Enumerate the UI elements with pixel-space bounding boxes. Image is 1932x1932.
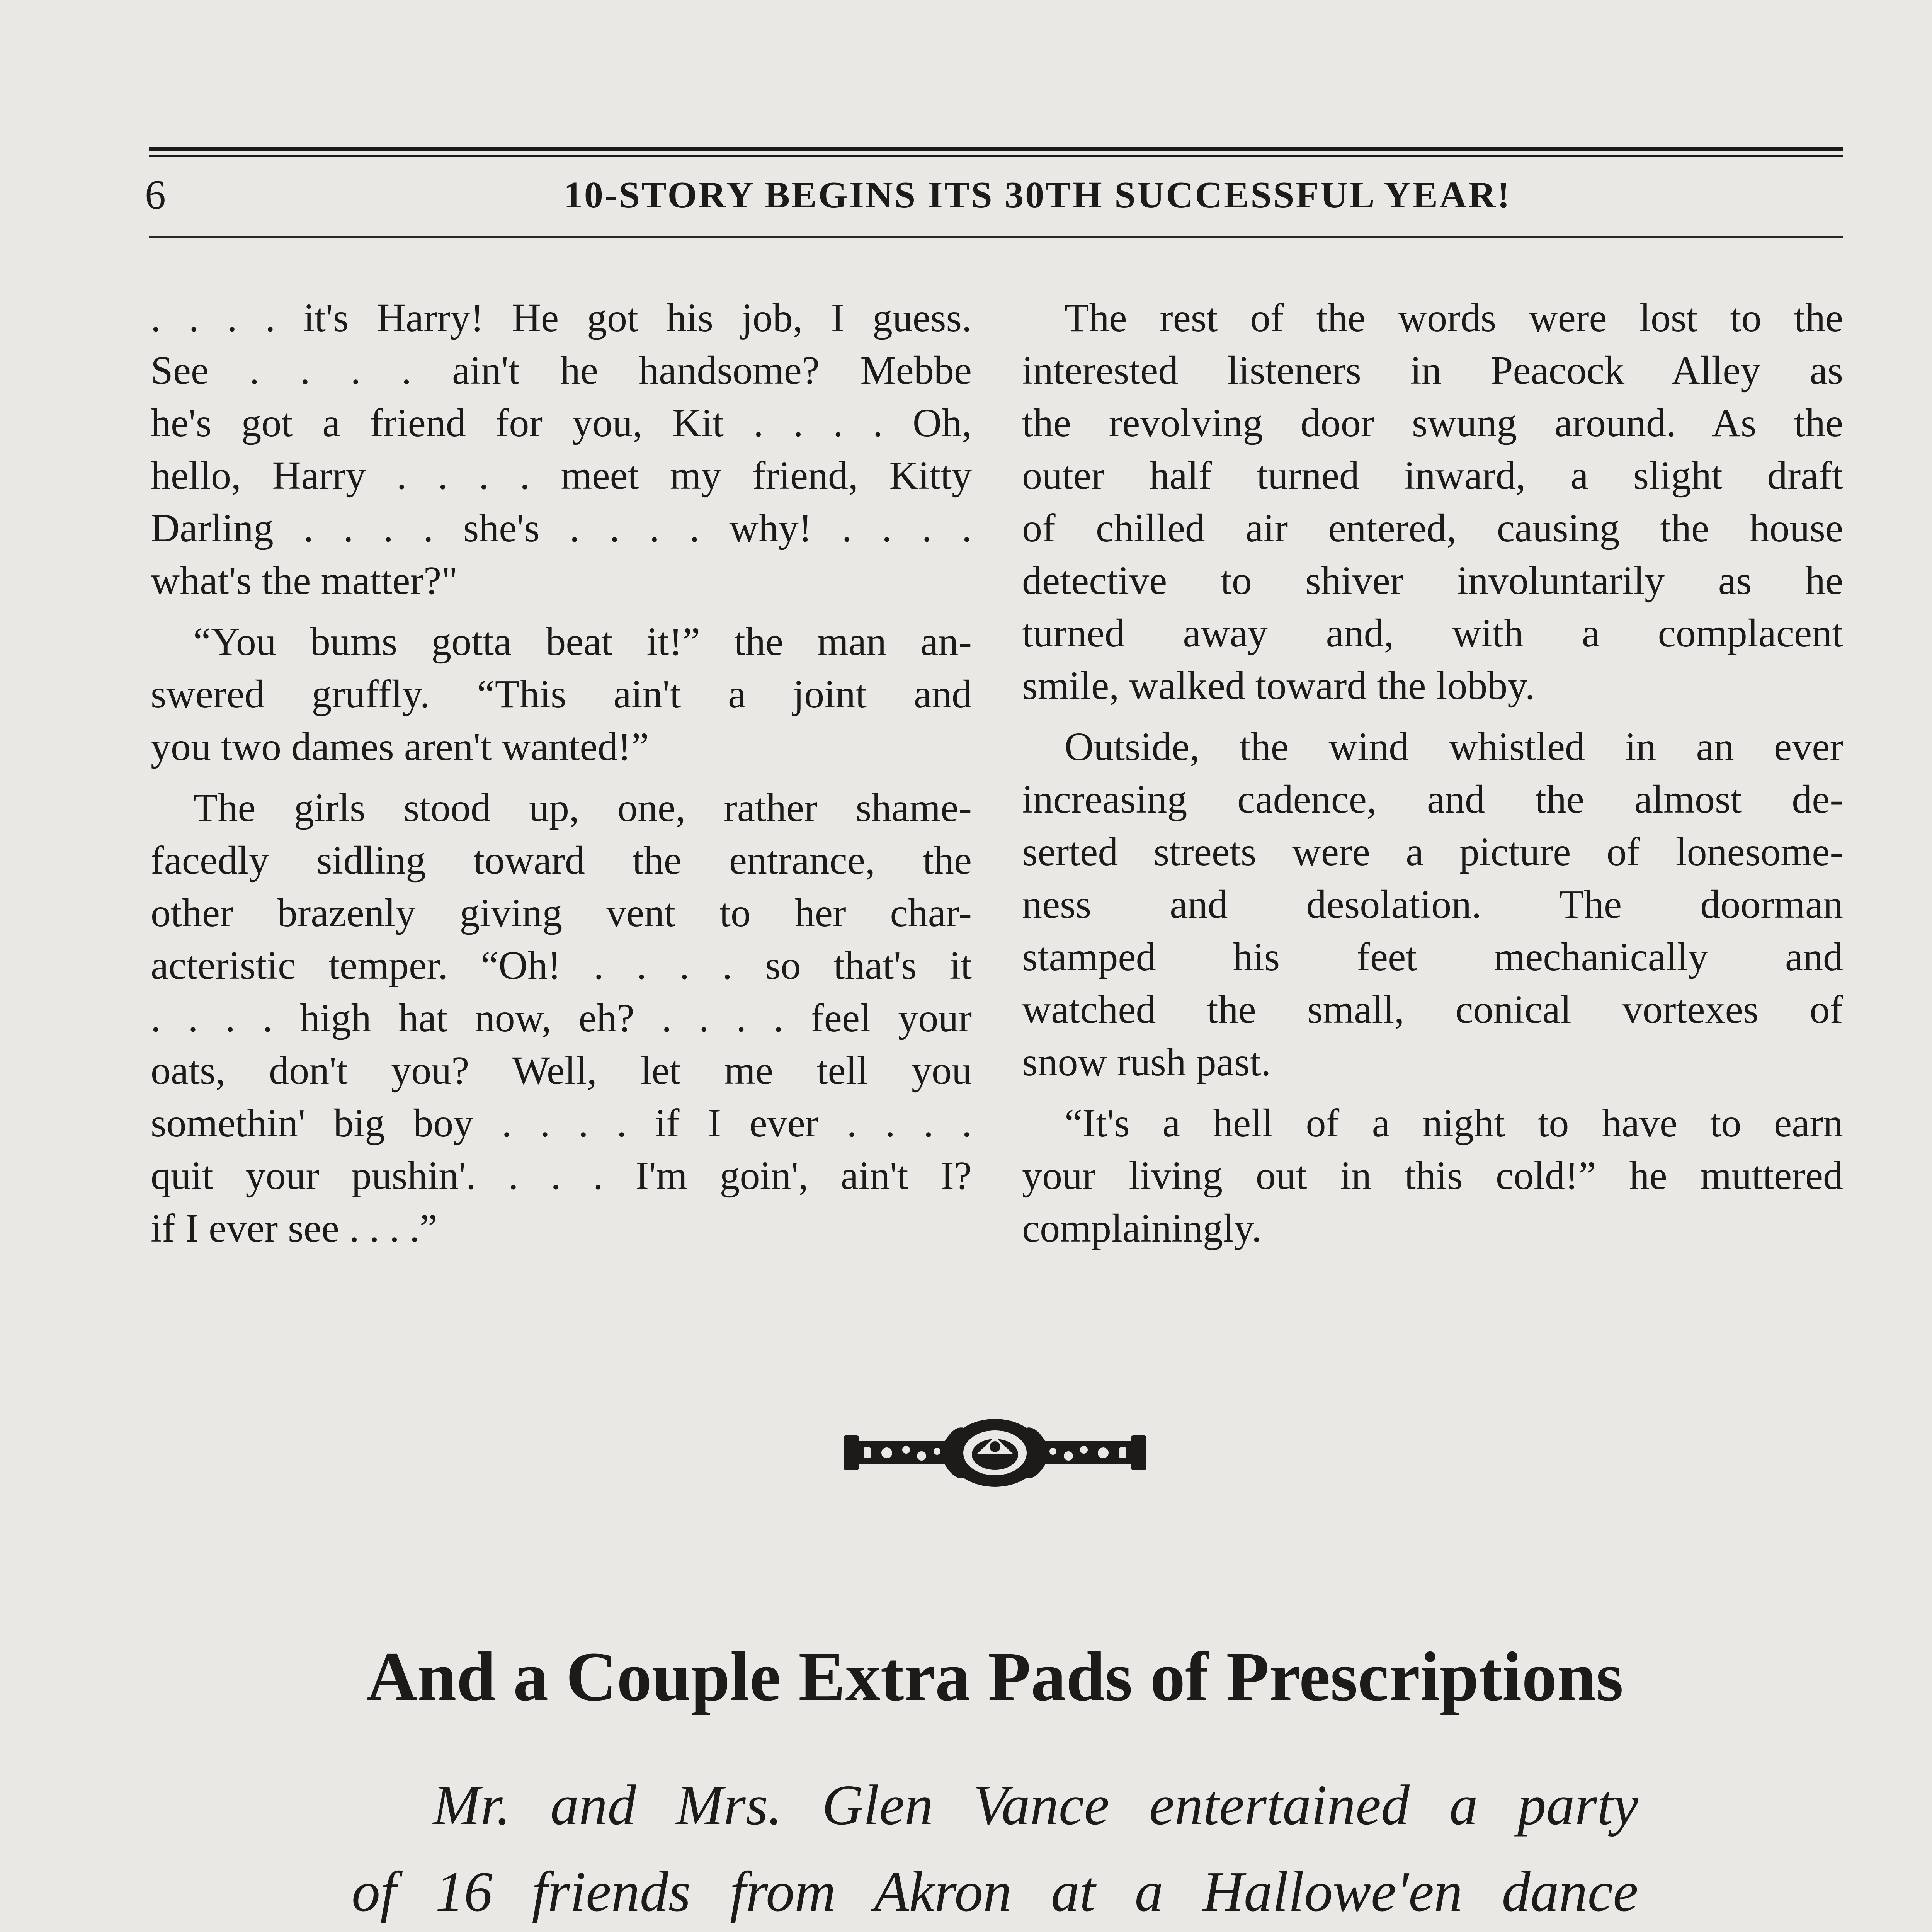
text-line: you two dames aren't wanted!” xyxy=(151,724,649,769)
header-rule-thin xyxy=(149,155,1843,157)
text-line: interested listeners in Peacock Alley as xyxy=(1022,348,1843,393)
text-line: detective to shiver involuntarily as he xyxy=(1022,558,1843,603)
page-number: 6 xyxy=(145,172,166,218)
text-line: acteristic temper. “Oh! . . . . so that's it xyxy=(151,943,972,988)
right-paragraph-3 xyxy=(1022,1097,1843,1255)
text-line: your living out in this cold!” he muttered xyxy=(1022,1153,1843,1198)
news-item-text xyxy=(352,1762,1638,1932)
running-title: 10-STORY BEGINS ITS 30TH SUCCESSFUL YEAR! xyxy=(563,174,1512,216)
text-line: what's the matter?" xyxy=(151,558,458,603)
text-line: if I ever see . . . .” xyxy=(151,1206,438,1250)
text-line: outer half turned inward, a slight draft xyxy=(1022,453,1843,498)
right-column xyxy=(1022,292,1843,1263)
text-line: See . . . . ain't he handsome? Mebbe xyxy=(151,348,972,393)
left-column xyxy=(151,292,972,1263)
header-rule-bottom xyxy=(149,236,1843,238)
text-line: The rest of the words were lost to the xyxy=(1065,296,1843,340)
news-item-line: of 16 friends from Akron at a Hallowe'en dance xyxy=(352,1860,1638,1923)
text-line: watched the small, conical vortexes of xyxy=(1022,987,1843,1032)
text-line: snow rush past. xyxy=(1022,1040,1271,1084)
text-line: hello, Harry . . . . meet my friend, Kitty xyxy=(151,453,972,498)
text-line: . . . . it's Harry! He got his job, I guess. xyxy=(151,296,972,340)
text-line: quit your pushin'. . . . I'm goin', ain't I? xyxy=(151,1153,972,1198)
right-paragraph-1 xyxy=(1022,292,1843,712)
text-line: Outside, the wind whistled in an ever xyxy=(1065,724,1843,769)
text-line: Darling . . . . she's . . . . why! . . . . xyxy=(151,506,972,550)
text-line: turned away and, with a complacent xyxy=(1022,611,1843,655)
news-item-line: Mr. and Mrs. Glen Vance entertained a party xyxy=(433,1774,1638,1837)
left-paragraph-2 xyxy=(151,616,972,773)
quoted-news-item xyxy=(352,1762,1638,1932)
text-line: the revolving door swung around. As the xyxy=(1022,401,1843,445)
text-line: he's got a friend for you, Kit . . . . Oh, xyxy=(151,401,972,445)
text-line: somethin' big boy . . . . if I ever . . . . xyxy=(151,1101,972,1145)
left-paragraph-1 xyxy=(151,292,972,607)
text-line: of chilled air entered, causing the house xyxy=(1022,506,1843,550)
right-paragraph-2 xyxy=(1022,721,1843,1088)
text-line: other brazenly giving vent to her char- xyxy=(151,891,972,935)
text-line: “You bums gotta beat it!” the man an- xyxy=(193,619,972,664)
text-line: increasing cadence, and the almost de- xyxy=(1022,777,1843,821)
text-line: . . . . high hat now, eh? . . . . feel your xyxy=(151,996,972,1040)
header-rule-thick xyxy=(149,147,1843,151)
text-line: stamped his feet mechanically and xyxy=(1022,935,1843,979)
text-line: swered gruffly. “This ain't a joint and xyxy=(151,672,972,716)
text-line: The girls stood up, one, rather shame- xyxy=(193,786,972,830)
text-line: oats, don't you? Well, let me tell you xyxy=(151,1048,972,1093)
text-line: “It's a hell of a night to have to earn xyxy=(1065,1101,1843,1145)
decorative-ornament-icon xyxy=(840,1414,1150,1492)
text-line: smile, walked toward the lobby. xyxy=(1022,663,1535,708)
text-line: complainingly. xyxy=(1022,1206,1262,1250)
text-line: ness and desolation. The doorman xyxy=(1022,882,1843,927)
text-line: facedly sidling toward the entrance, the xyxy=(151,838,972,883)
text-line: serted streets were a picture of lonesome- xyxy=(1022,830,1843,874)
left-paragraph-3 xyxy=(151,782,972,1255)
article-headline: And a Couple Extra Pads of Prescriptions xyxy=(366,1638,1624,1716)
